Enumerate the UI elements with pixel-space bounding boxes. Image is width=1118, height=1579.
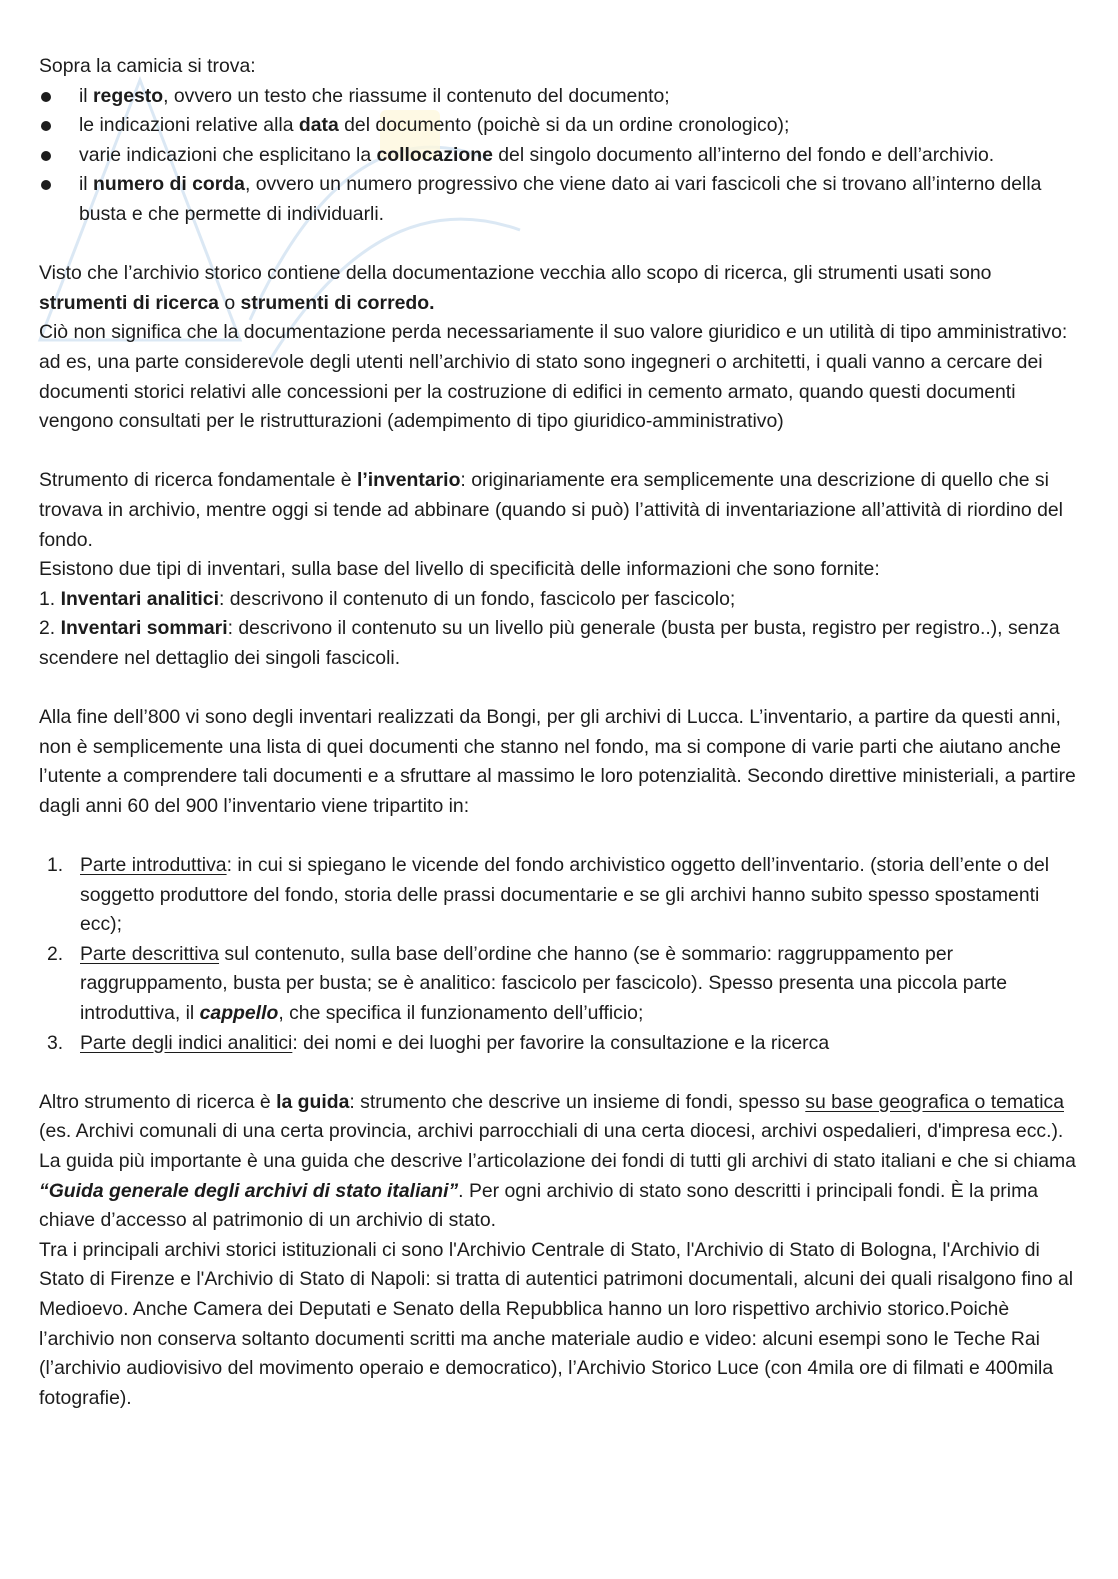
list-item: 2. Parte descrittiva sul contenuto, sulla base dell’ordine che hanno (se è sommario: raggruppamento per raggruppamento, busta per busta; se è analitico: fascicolo per fascicolo). Spesso presenta una piccola parte introduttiva, il cappello, che specifica il funzionamento dell’ufficio; bbox=[47, 942, 1007, 1024]
paragraph-bongi: Alla fine dell’800 vi sono degli inventari realizzati da Bongi, per gli archivi di Lucca. L’inventario, a partire da questi anni, non è semplicemente una lista di quei documenti che stanno nel fondo, ma si compone di varie parti che aiutano anche l’utente a comprendere tali documenti e a sfruttare al massimo le loro potenzialità. Secondo direttive ministeriali, a partire dagli anni 60 del 900 l’inventario viene tripartito in: bbox=[39, 706, 1076, 817]
bullet-icon bbox=[41, 121, 51, 131]
paragraph-valore: Ciò non significa che la documentazione perda necessariamente il suo valore giuridico e un utilità di tipo amministrativo: bbox=[39, 321, 1068, 344]
document-content bbox=[39, 52, 1079, 1413]
paragraph-inventario: Strumento di ricerca fondamentale è l’inventario: originariamente era semplicemente una descrizione di quello che si trovava in archivio, mentre oggi si tende ad abbinare (quando si può) l’attività di inventariazione all’attività di riordino del fondo. bbox=[39, 469, 1063, 551]
paragraph-guida: Altro strumento di ricerca è la guida: strumento che descrive un insieme di fondi, spesso su base geografica o tematica (es. Archivi comunali di una certa provincia, archivi parrocchiali di una certa diocesi, archivi ospedalieri, d'impresa ecc.). bbox=[39, 1090, 1064, 1143]
paragraph-strumenti: Visto che l’archivio storico contiene della documentazione vecchia allo scopo di ricerca, gli strumenti usati sono strumenti di ricerca o strumenti di corredo. bbox=[39, 262, 992, 314]
list-item: varie indicazioni che esplicitano la collocazione del singolo documento all’interno del fondo e dell’archivio. bbox=[39, 141, 1079, 171]
paragraph-guida-generale: La guida più importante è una guida che descrive l’articolazione dei fondi di tutti gli archivi di stato italiani e che si chiama “Guida generale degli archivi di stato italiani”. Per ogni archivio di stato sono descritti i principali fondi. È la prima chiave d’accesso al patrimonio di un archivio di stato. bbox=[39, 1149, 1076, 1232]
paragraph-esempio: ad es, una parte considerevole degli utenti nell’archivio di stato sono ingegneri o architetti, i quali vanno a cercare dei documenti storici relativi alle concessioni per la costruzione di edifici in cemento armato, quando questi documenti vengono consultati per le ristrutturazioni (adempimento di tipo giuridico-amministrativo) bbox=[39, 350, 1043, 433]
numbered-list bbox=[39, 851, 1079, 1058]
list-item: 1. Inventari analitici: descrivono il contenuto di un fondo, fascicolo per fascicolo; bbox=[39, 587, 736, 610]
list-item: il regesto, ovvero un testo che riassume il contenuto del documento; bbox=[39, 82, 1079, 112]
bullet-list bbox=[39, 82, 1079, 230]
bullet-icon bbox=[41, 92, 51, 102]
intro-line: Sopra la camicia si trova: bbox=[39, 55, 256, 77]
paragraph-tipi: Esistono due tipi di inventari, sulla base del livello di specificità delle informazioni che sono fornite: bbox=[39, 558, 880, 581]
bullet-icon bbox=[41, 180, 51, 190]
list-item: il numero di corda, ovvero un numero progressivo che viene dato ai vari fascicoli che si trovano all’interno della busta e che permette di individuarli. bbox=[39, 170, 1079, 229]
list-item: 3. Parte degli indici analitici: dei nomi e dei luoghi per favorire la consultazione e la ricerca bbox=[47, 1031, 830, 1054]
bullet-icon bbox=[41, 151, 51, 161]
list-item: le indicazioni relative alla data del documento (poichè si da un ordine cronologico); bbox=[39, 111, 1079, 141]
list-item: 2. Inventari sommari: descrivono il contenuto su un livello più generale (busta per busta, registro per registro..), senza scendere nel dettaglio dei singoli fascicoli. bbox=[39, 617, 1060, 669]
paragraph-archivi: Tra i principali archivi storici istituzionali ci sono l'Archivio Centrale di Stato, l'Archivio di Stato di Bologna, l'Archivio di Stato di Firenze e l'Archivio di Stato di Napoli: si tratta di autentici patrimoni documentali, alcuni dei quali risalgono fino al Medioevo. Anche Camera dei Deputati e Senato della Repubblica hanno un loro rispettivo archivio storico.Poichè l’archivio non conserva soltanto documenti scritti ma anche materiale audio e video: alcuni esempi sono le Teche Rai (l’archivio audiovisivo del movimento operaio e democratico), l’Archivio Storico Luce (con 4mila ore di filmati e 400mila fotografie). bbox=[39, 1238, 1074, 1409]
list-item: 1. Parte introduttiva: in cui si spiegano le vicende del fondo archivistico oggetto dell’inventario. (storia dell’ente o del soggetto produttore del fondo, storia delle prassi documentarie e se gli archivi hanno subito spesso spostamenti ecc); bbox=[47, 854, 1050, 936]
